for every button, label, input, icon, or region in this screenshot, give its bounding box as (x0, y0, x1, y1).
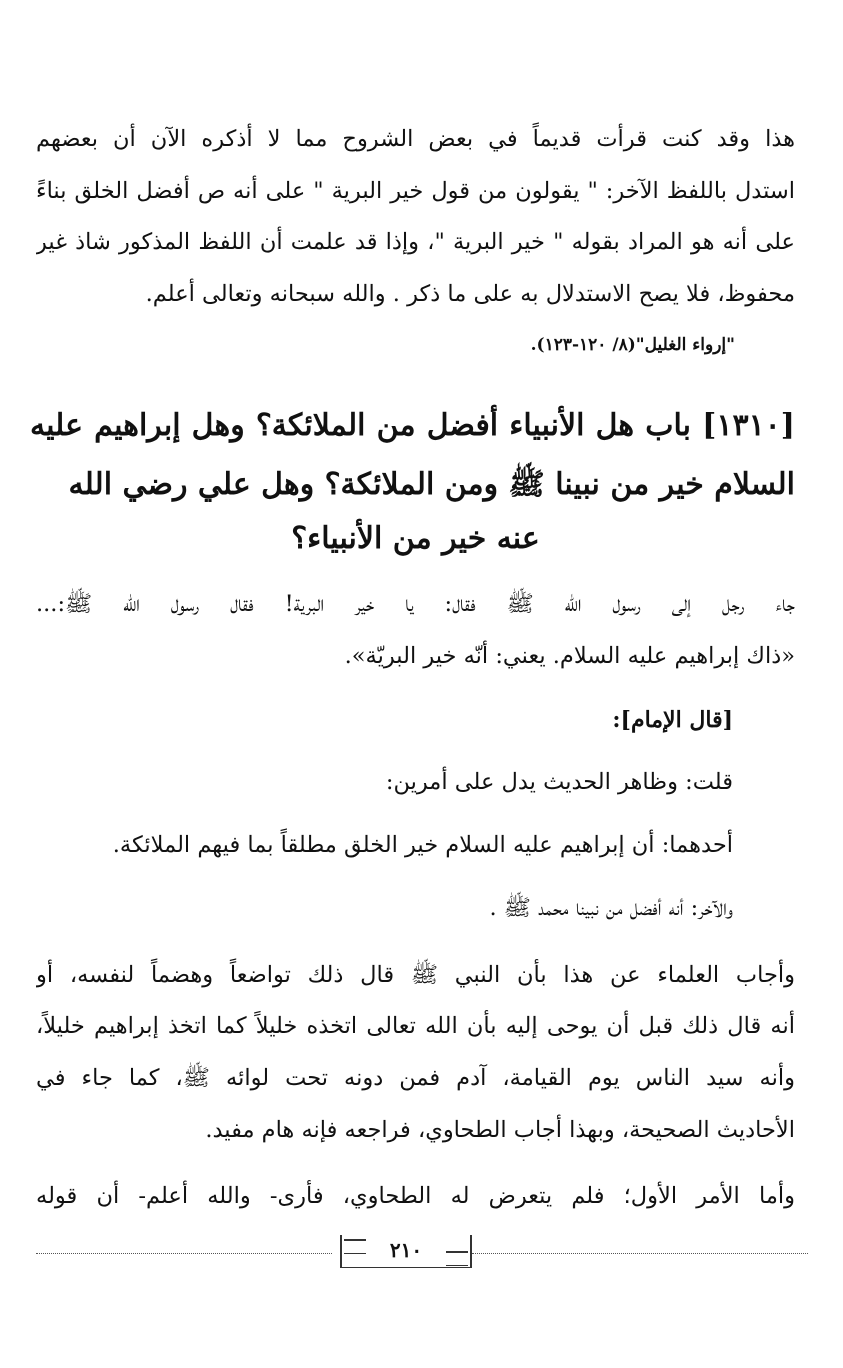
page-number: ٢١٠ (389, 1238, 423, 1262)
hadith-line-2: «ذاك إبراهيم عليه السلام. يعني: أنّه خير البريّة». (344, 643, 795, 669)
footer-rule-right (472, 1253, 808, 1254)
chapter-heading-line-3: عنه خير من الأنبياء؟ (291, 521, 540, 556)
page-number-frame (340, 1235, 472, 1268)
chapter-heading-line-2: السلام خير من نبينا ﷺ ومن الملائكة؟ وهل علي رضي الله (68, 467, 795, 502)
intro-line-2: استدل باللفظ الآخر: " يقولون من قول خير البرية " على أنه ص أفضل الخلق بناءً (36, 178, 795, 204)
commentary-line-3: والآخر: أنه أفضل من نبينا محمد ﷺ . (489, 895, 733, 921)
answer-line-2: أنه قال ذلك قبل أن يوحى إليه بأن الله تعالى اتخذه خليلاً كما اتخذ إبراهيم خليلاً، (36, 1013, 795, 1039)
hadith-line-1: جاء رجل إلى رسول الله ﷺ فقال: يا خير البرية! فقال رسول الله ﷺ:... (36, 591, 795, 617)
last-paragraph-line-1: وأما الأمر الأول؛ فلم يتعرض له الطحاوي، فأرى- والله أعلم- أن قوله (36, 1183, 795, 1209)
reference-note: "إرواء الغليل"(٨/ ١٢٠-١٢٣). (530, 335, 735, 355)
imam-label: [قال الإمام]: (612, 707, 733, 733)
commentary-line-1: قلت: وظاهر الحديث يدل على أمرين: (385, 769, 733, 795)
intro-line-3: على أنه هو المراد بقوله " خير البرية "، وإذا قد علمت أن اللفظ المذكور شاذ غير (36, 229, 795, 255)
intro-line-1: هذا وقد كنت قرأت قديماً في بعض الشروح مما لا أذكره الآن أن بعضهم (36, 126, 795, 152)
intro-line-4: محفوظ، فلا يصح الاستدلال به على ما ذكر . والله سبحانه وتعالى أعلم. (145, 281, 795, 307)
answer-line-3: وأنه سيد الناس يوم القيامة، آدم فمن دونه تحت لوائه ﷺ، كما جاء في (36, 1065, 795, 1091)
footer-rule-left (36, 1253, 332, 1254)
answer-line-4: الأحاديث الصحيحة، وبهذا أجاب الطحاوي، فراجعه فإنه هام مفيد. (205, 1117, 795, 1143)
commentary-line-2: أحدهما: أن إبراهيم عليه السلام خير الخلق مطلقاً بما فيهم الملائكة. (112, 832, 733, 858)
chapter-heading-line-1: [١٣١٠] باب هل الأنبياء أفضل من الملائكة؟ وهل إبراهيم عليه (30, 408, 795, 443)
answer-line-1: وأجاب العلماء عن هذا بأن النبي ﷺ قال ذلك تواضعاً وهضماً لنفسه، أو (36, 962, 795, 988)
